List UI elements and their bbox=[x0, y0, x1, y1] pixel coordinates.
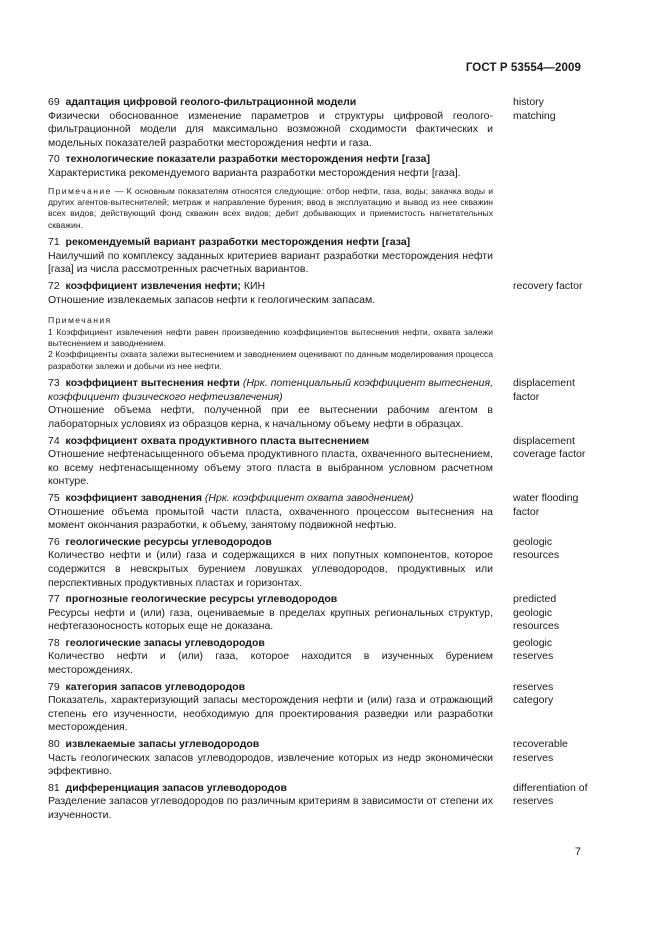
term-definition: Отношение извлекаемых запасов нефти к геологическим запасам. bbox=[48, 293, 376, 306]
term-definition: Количество нефти и (или) газа и содержащихся в них попутных компонентов, которое содержится в невскрытых бурением ловушках углеводородов, продуктивных или перспективных продуктивных пластах и горизонтах. bbox=[48, 549, 493, 589]
term-number: 79 bbox=[48, 680, 60, 693]
term-entry-81 bbox=[48, 782, 588, 823]
term-definition: Характеристика рекомендуемого варианта разработки месторождения нефти [газа]. bbox=[48, 166, 461, 179]
term-number: 76 bbox=[48, 535, 60, 548]
page-number: 7 bbox=[574, 846, 581, 858]
term-definition: Ресурсы нефти и (или) газа, оцениваемые в пределах крупных региональных структур, нефтегазоносность которых еще не доказана. bbox=[48, 606, 493, 633]
term-number: 80 bbox=[48, 738, 60, 751]
term-entry-72 bbox=[48, 280, 588, 307]
term-title: коэффициент охвата продуктивного пласта вытеснением bbox=[65, 434, 370, 447]
english-equivalent: history matching bbox=[513, 96, 556, 122]
note-item-2: 2 Коэффициенты охвата залежи вытеснением и заводнением оценивают по данным моделирования процесса разработки залежи и добычи из нее нефти. bbox=[48, 349, 493, 371]
term-definition: Показатель, характеризующий запасы месторождения нефти и (или) газа и отражающий степень его изученности, необходимую для проектирования разведки или разработки месторождения. bbox=[48, 694, 493, 734]
english-equivalent: reserves category bbox=[513, 680, 554, 707]
term-title: категория запасов углеводородов bbox=[65, 680, 246, 693]
term-title: рекомендуемый вариант разработки месторождения нефти [газа] bbox=[65, 236, 411, 249]
term-entry-69 bbox=[48, 96, 588, 150]
english-equivalent: differentiation of reserves bbox=[513, 781, 588, 808]
english-equivalent: displacement coverage factor bbox=[513, 434, 586, 461]
term-title: извлекаемые запасы углеводородов bbox=[65, 738, 260, 751]
term-definition: Количество нефти и (или) газа, которое находится в изученных бурением месторождениях. bbox=[48, 650, 493, 677]
term-number: 72 bbox=[48, 279, 60, 292]
note-70 bbox=[48, 186, 493, 232]
english-equivalent: geologic resources bbox=[513, 535, 560, 562]
term-definition: Разделение запасов углеводородов по различным критериям в зависимости от степени их изученности. bbox=[48, 795, 493, 821]
term-number: 74 bbox=[48, 434, 60, 447]
term-synonyms: (Нрк. потенциальный коэффициент вытеснения, коэффициент физического нефтеизвлечения) bbox=[48, 377, 493, 403]
term-number: 81 bbox=[48, 781, 60, 794]
term-title: адаптация цифровой геолого-фильтрационной модели bbox=[65, 96, 357, 108]
notes-label: Примечания bbox=[48, 315, 112, 326]
note-label: Примечание bbox=[48, 185, 112, 196]
term-definition: Физически обоснованное изменение параметров и структуры цифровой геолого-фильтрационной модели для максимально возможной сходимости фактических и модельных показателей разработки месторождения нефти и газа. bbox=[48, 109, 493, 149]
term-number: 77 bbox=[48, 593, 60, 606]
term-title: коэффициент заводнения bbox=[65, 491, 202, 504]
term-title: геологические ресурсы углеводородов bbox=[65, 535, 272, 548]
term-title: технологические показатели разработки месторождения нефти [газа] bbox=[65, 153, 430, 166]
english-equivalent: recoverable reserves bbox=[513, 738, 568, 764]
term-title: дифференциация запасов углеводородов bbox=[65, 781, 287, 794]
term-entry-73 bbox=[48, 377, 588, 431]
term-number: 78 bbox=[48, 636, 60, 649]
term-entry-78 bbox=[48, 637, 588, 678]
term-entry-70 bbox=[48, 153, 588, 180]
term-entry-75 bbox=[48, 492, 588, 533]
term-title: геологические запасы углеводородов bbox=[65, 636, 265, 649]
english-equivalent: water flooding factor bbox=[513, 491, 579, 518]
standard-header: ГОСТ Р 53554—2009 bbox=[465, 62, 581, 74]
term-entry-80 bbox=[48, 738, 588, 779]
english-equivalent: geologic reserves bbox=[513, 636, 554, 663]
term-number: 75 bbox=[48, 491, 60, 504]
note-item-1: 1 Коэффициент извлечения нефти равен произведению коэффициентов вытеснения нефти, охвата залежи вытеснением и заводнением. bbox=[48, 326, 493, 348]
term-entry-71 bbox=[48, 236, 588, 277]
term-number: 69 bbox=[48, 96, 60, 108]
terms-list bbox=[48, 96, 588, 826]
term-title: прогнозные геологические ресурсы углеводородов bbox=[65, 593, 338, 606]
english-equivalent: displacement factor bbox=[513, 377, 575, 403]
english-equivalent: recovery factor bbox=[513, 279, 583, 292]
term-entry-77 bbox=[48, 593, 588, 634]
term-number: 73 bbox=[48, 377, 60, 390]
notes-72 bbox=[48, 315, 493, 372]
english-equivalent: predicted geologic resources bbox=[513, 593, 560, 633]
term-definition: Наилучший по комплексу заданных критериев вариант разработки месторождения нефти [газа] из числа рассмотренных расчетных вариантов. bbox=[48, 249, 493, 276]
term-title: коэффициент извлечения нефти; bbox=[65, 279, 241, 292]
term-title: коэффициент вытеснения нефти bbox=[65, 377, 240, 390]
term-definition: Отношение объема нефти, полученной при ее вытеснении рабочим агентом в лабораторных условиях из образцов керна, к начальному объему нефти в образцах. bbox=[48, 404, 493, 430]
note-text: — К основным показателям относятся следующие: отбор нефти, газа, воды; закачка воды и других агентов-вытеснителей; метраж и направление бурения; ввод в эксплуатацию и вывод из нее скважин всех видов; действующий фонд скважин всех видов; дебит добывающих и приемистость нагнетательных скважин. bbox=[48, 185, 493, 230]
english-equivalent bbox=[513, 153, 588, 180]
term-entry-74 bbox=[48, 435, 588, 489]
term-number: 71 bbox=[48, 236, 60, 249]
term-definition: Отношение объема промытой части пласта, охваченного процессом вытеснения на момент окончания разработки, к объему, занятому подвижной нефтью. bbox=[48, 505, 493, 532]
term-number: 70 bbox=[48, 153, 60, 166]
english-equivalent bbox=[513, 236, 588, 277]
term-definition: Отношение нефтенасыщенного объема продуктивного пласта, охваченного вытеснением, ко всему нефтенасыщенному объему этого пласта в выбранном условном расчетном контуре. bbox=[48, 448, 493, 488]
term-abbreviation: КИН bbox=[240, 279, 266, 292]
term-entry-79 bbox=[48, 681, 588, 735]
term-entry-76 bbox=[48, 536, 588, 590]
term-synonyms: (Нрк. коэффициент охвата заводнением) bbox=[202, 491, 414, 504]
term-definition: Часть геологических запасов углеводородов, извлечение которых из недр экономически эффективно. bbox=[48, 751, 493, 778]
